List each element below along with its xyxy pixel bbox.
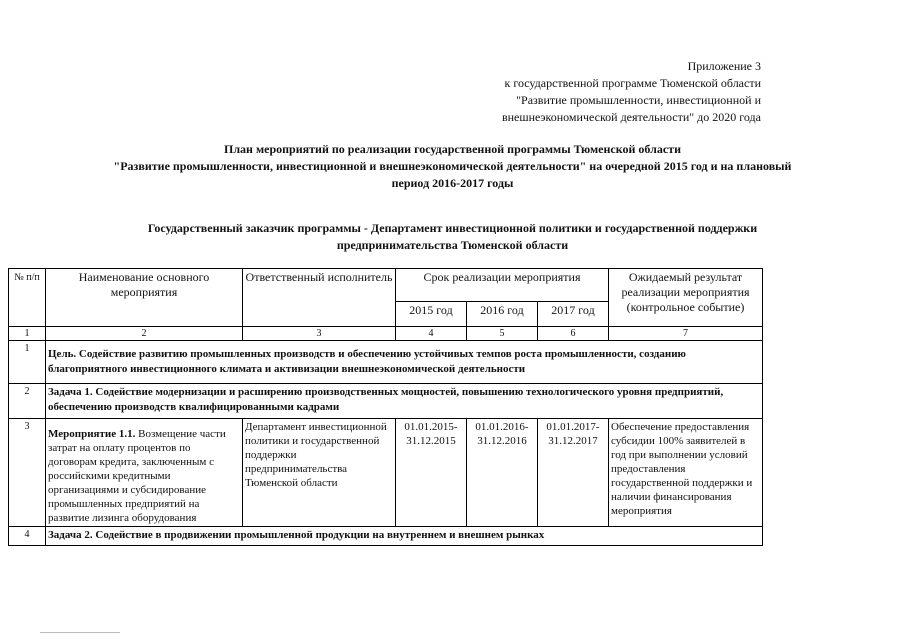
header-row <box>9 269 763 302</box>
title-line: период 2016-2017 годы <box>391 176 514 190</box>
column-number: 6 <box>538 327 609 341</box>
row-number: 4 <box>9 527 46 546</box>
column-number: 7 <box>609 327 763 341</box>
header-executor: Ответственный исполнитель <box>243 269 396 327</box>
task-text: Задача 1. Содействие модернизации и расширению производственных мощностей, повышению технологического уровня предприятий, обеспечению производств квалифицированными кадрами <box>46 384 763 419</box>
customer-line: Государственный заказчик программы - Департамент инвестиционной политики и государственной поддержки <box>147 221 758 235</box>
bottom-divider <box>40 632 120 633</box>
event-row <box>9 419 763 527</box>
event-executor: Департамент инвестиционной политики и государственной поддержки предпринимательства Тюменской области <box>243 419 396 527</box>
row-number: 1 <box>9 341 46 384</box>
customer-line: предпринимательства Тюменской области <box>336 238 569 252</box>
event-date-2015: 01.01.2015-31.12.2015 <box>396 419 467 527</box>
event-date-2017: 01.01.2017-31.12.2017 <box>538 419 609 527</box>
header-2017: 2017 год <box>538 302 609 327</box>
column-number: 1 <box>9 327 46 341</box>
event-name: Возмещение части затрат на оплату процентов по договорам кредита, заключенным с российскими кредитными организациями и субсидирование промышленных предприятий на развитие лизинга оборудования <box>48 428 226 524</box>
row-number: 2 <box>9 384 46 419</box>
appendix-line: к государственной программе Тюменской области <box>504 76 761 90</box>
event-result: Обеспечение предоставления субсидии 100% заявителей в год при выполнении условий предоставления государственной поддержки и наличии финансирования мероприятия <box>609 419 763 527</box>
appendix-header <box>441 58 761 126</box>
header-result: Ожидаемый результат реализации мероприятия (контрольное событие) <box>609 269 763 327</box>
program-customer <box>0 220 905 254</box>
header-num: № п/п <box>9 269 46 327</box>
task-text: Задача 2. Содействие в продвижении промышленной продукции на внутреннем и внешнем рынках <box>46 527 763 546</box>
task-row <box>9 527 763 546</box>
goal-text: Цель. Содействие развитию промышленных производств и обеспечению устойчивых темпов роста промышленности, созданию благоприятного инвестиционного климата и активизации внешнеэкономической деятельности <box>46 341 763 384</box>
event-title: Мероприятие 1.1. <box>48 428 136 440</box>
event-name-cell <box>46 419 243 527</box>
header-2015: 2015 год <box>396 302 467 327</box>
column-number: 5 <box>467 327 538 341</box>
header-name: Наименование основного мероприятия <box>46 269 243 327</box>
header-2016: 2016 год <box>467 302 538 327</box>
document-title <box>0 141 905 192</box>
appendix-line: Приложение 3 <box>687 59 761 73</box>
column-number: 2 <box>46 327 243 341</box>
title-line: План мероприятий по реализации государственной программы Тюменской области <box>223 142 681 156</box>
title-line: "Развитие промышленности, инвестиционной и внешнеэкономической деятельности" на очередной 2015 год и на плановый <box>113 159 792 173</box>
appendix-line: внешнеэкономической деятельности" до 2020 года <box>501 110 761 124</box>
column-number-row <box>9 327 763 341</box>
event-date-2016: 01.01.2016-31.12.2016 <box>467 419 538 527</box>
plan-table <box>8 268 763 546</box>
column-number: 3 <box>243 327 396 341</box>
task-row <box>9 384 763 419</box>
appendix-line: "Развитие промышленности, инвестиционной и <box>516 93 761 107</box>
header-period: Срок реализации мероприятия <box>396 269 609 302</box>
column-number: 4 <box>396 327 467 341</box>
goal-row <box>9 341 763 384</box>
row-number: 3 <box>9 419 46 527</box>
